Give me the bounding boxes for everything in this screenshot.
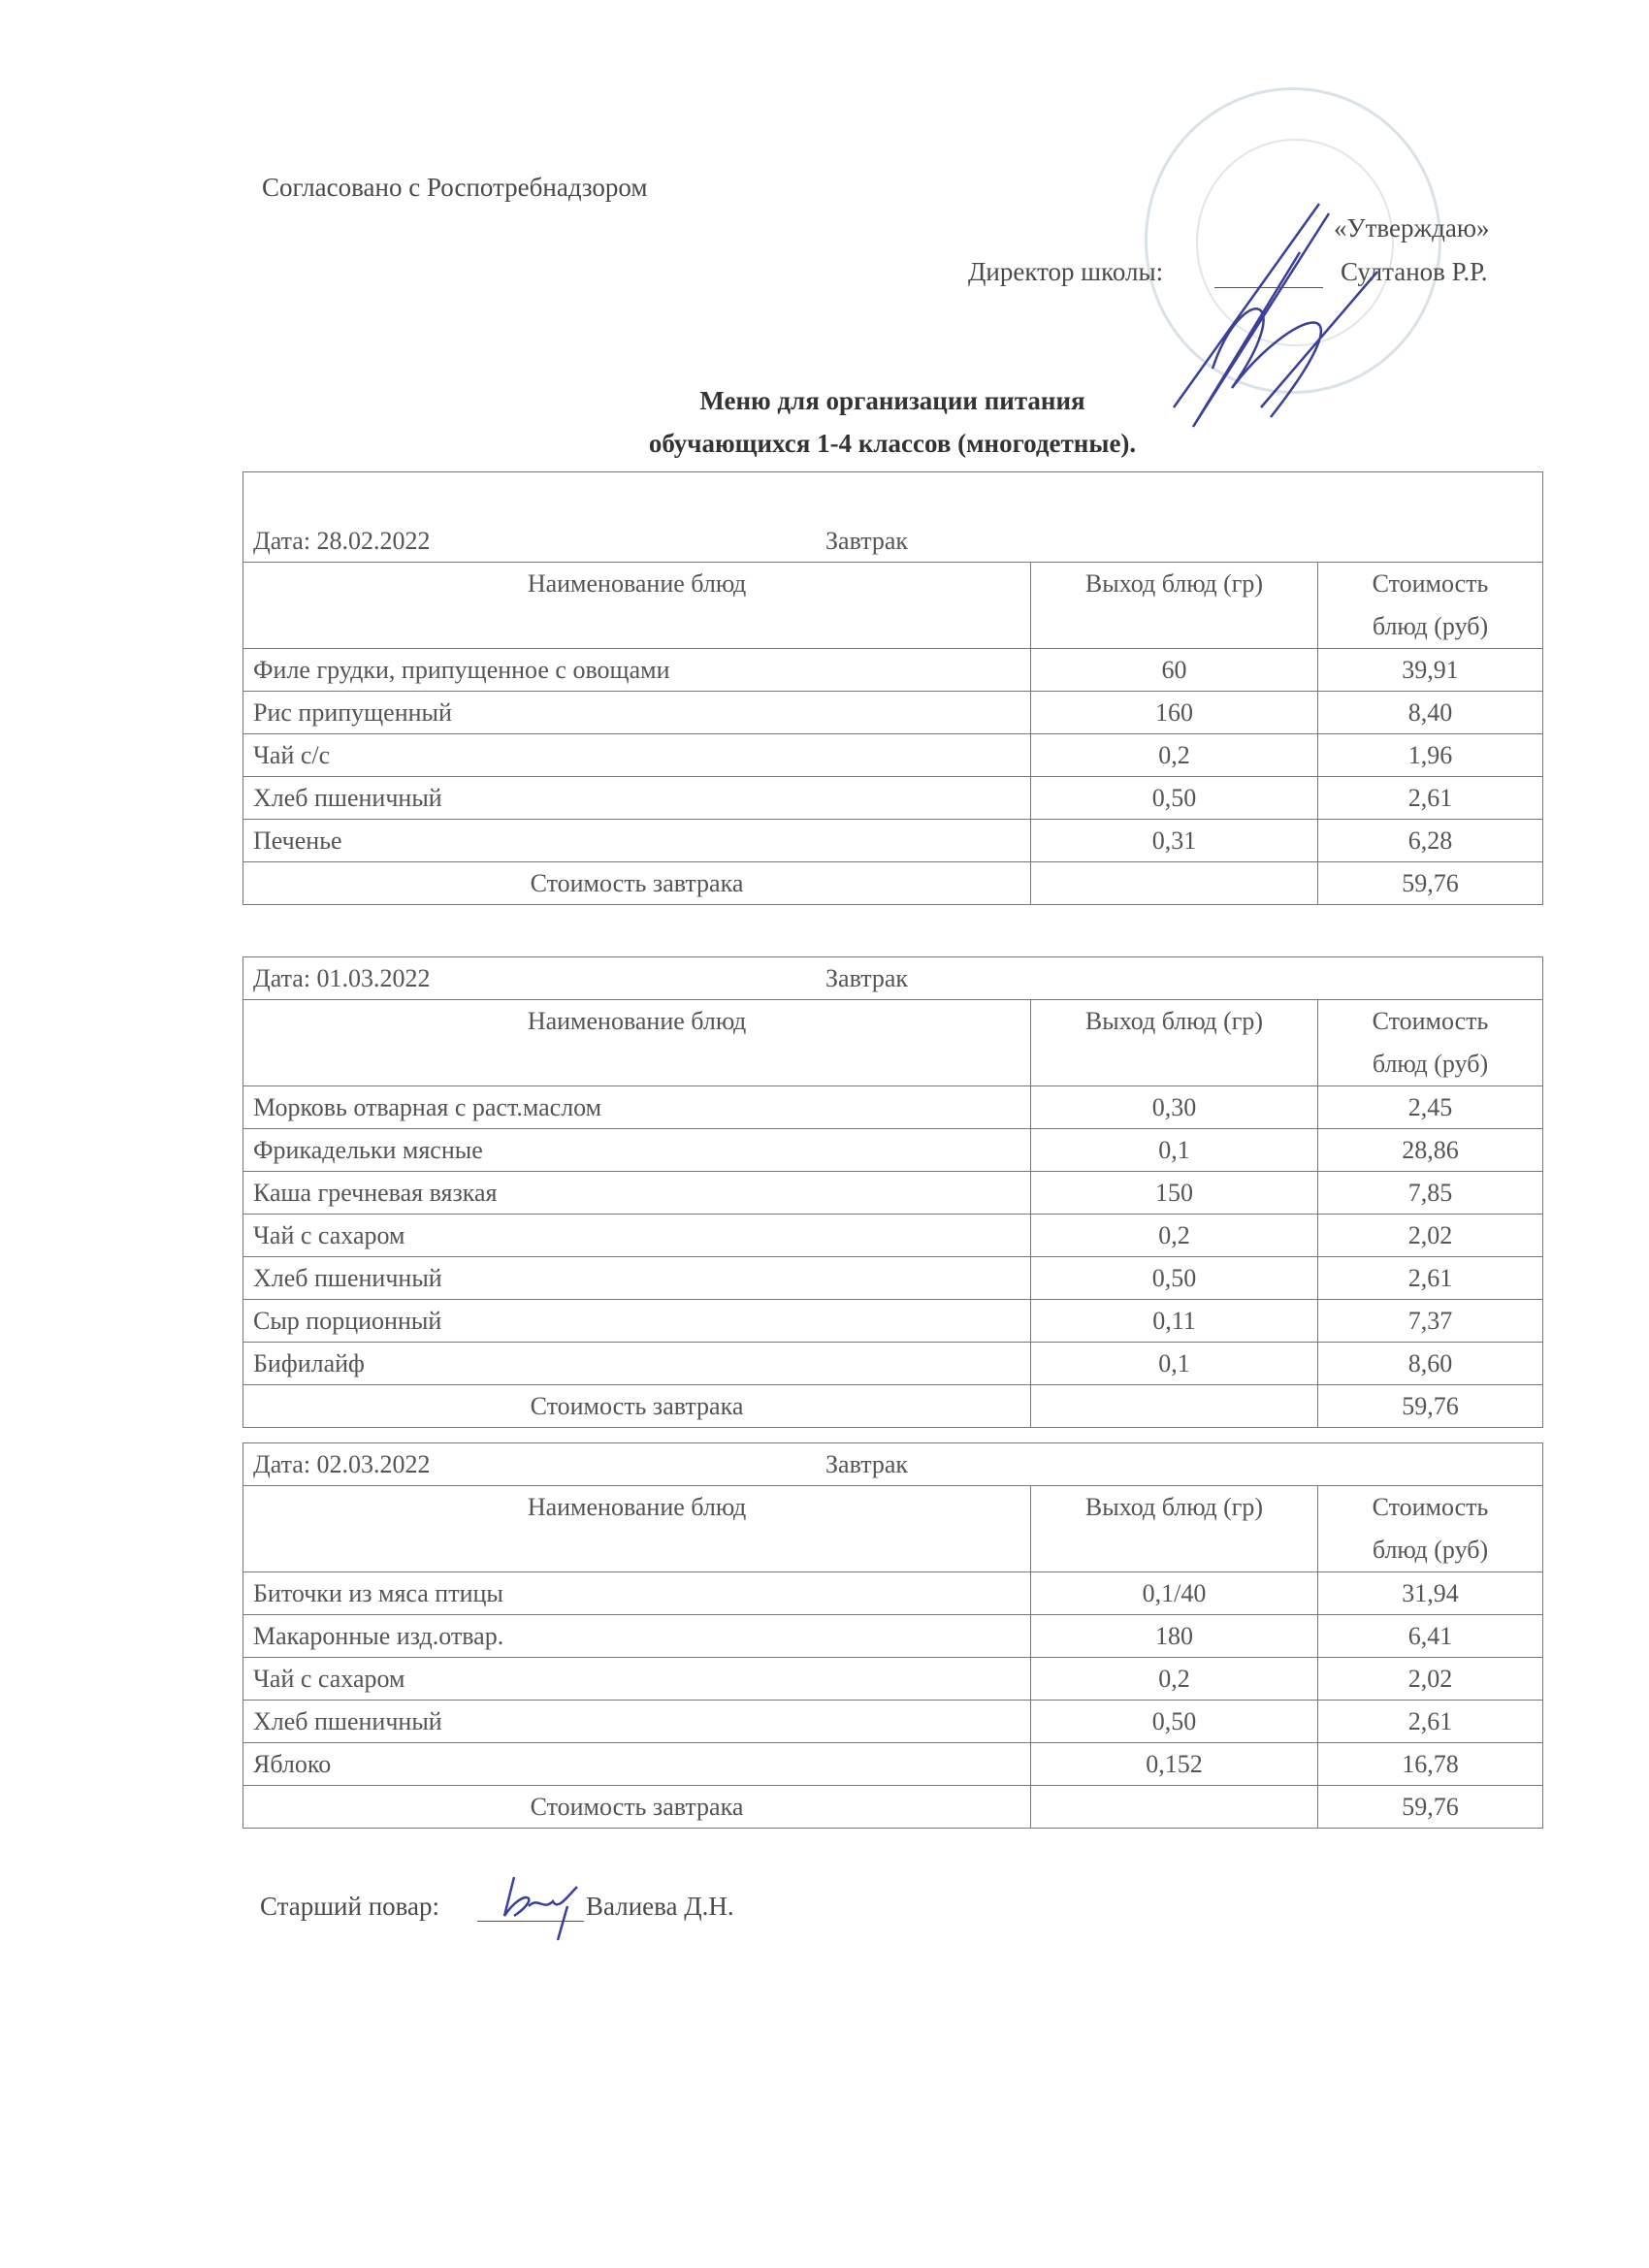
col-name-header: Наименование блюд: [243, 1000, 1031, 1086]
dish-yield: 0,152: [1031, 1743, 1318, 1786]
dish-name: Фрикадельки мясные: [243, 1129, 1031, 1172]
dish-cost: 7,37: [1318, 1300, 1543, 1343]
dish-name: Филе грудки, припущенное с овощами: [243, 649, 1031, 692]
col-cost-header: [1318, 1486, 1543, 1572]
title-line-1: Меню для организации питания: [699, 386, 1085, 415]
dish-cost: 16,78: [1318, 1743, 1543, 1786]
menu-table-1: [242, 471, 1543, 905]
dish-cost: 2,02: [1318, 1658, 1543, 1701]
cost-header-line2: блюд (руб): [1372, 1536, 1489, 1564]
date-row: [243, 1443, 1543, 1486]
date-row: [243, 472, 1543, 563]
table-row: [243, 1172, 1543, 1215]
dish-yield: 0,1: [1031, 1129, 1318, 1172]
col-name-header: Наименование блюд: [243, 563, 1031, 649]
table-row: [243, 1572, 1543, 1615]
cost-header-line2: блюд (руб): [1372, 612, 1489, 640]
dish-yield: 0,50: [1031, 1257, 1318, 1300]
dish-name: Хлеб пшеничный: [243, 1257, 1031, 1300]
meal-label: Завтрак: [825, 527, 909, 555]
col-yield-header: Выход блюд (гр): [1031, 1486, 1318, 1572]
dish-name: Хлеб пшеничный: [243, 777, 1031, 820]
total-empty: [1031, 862, 1318, 905]
dish-name: Макаронные изд.отвар.: [243, 1615, 1031, 1658]
title-line-2: обучающихся 1-4 классов (многодетные).: [648, 429, 1137, 458]
dish-cost: 31,94: [1318, 1572, 1543, 1615]
cook-name: Валиева Д.Н.: [586, 1892, 734, 1921]
col-name-header: Наименование блюд: [243, 1486, 1031, 1572]
col-yield-header: Выход блюд (гр): [1031, 1000, 1318, 1086]
dish-yield: 0,2: [1031, 1658, 1318, 1701]
table-row: [243, 1658, 1543, 1701]
dish-cost: 39,91: [1318, 649, 1543, 692]
table-row: [243, 777, 1543, 820]
total-row: [243, 862, 1543, 905]
table-row: [243, 734, 1543, 777]
dish-cost: 2,45: [1318, 1086, 1543, 1129]
dish-yield: 0,2: [1031, 1215, 1318, 1257]
table-row: [243, 1300, 1543, 1343]
table-row: [243, 1129, 1543, 1172]
total-label: Стоимость завтрака: [243, 1385, 1031, 1428]
total-label: Стоимость завтрака: [243, 1786, 1031, 1829]
table-row: [243, 1701, 1543, 1743]
dish-cost: 8,40: [1318, 692, 1543, 734]
dish-name: Биточки из мяса птицы: [243, 1572, 1031, 1615]
table-row: [243, 692, 1543, 734]
dish-yield: 0,1: [1031, 1343, 1318, 1385]
dish-cost: 1,96: [1318, 734, 1543, 777]
dish-name: Яблоко: [243, 1743, 1031, 1786]
table-row: [243, 649, 1543, 692]
agreed-text: Согласовано с Роспотребнадзором: [262, 173, 648, 202]
total-cost: 59,76: [1318, 862, 1543, 905]
date-label: Дата: 28.02.2022: [253, 527, 431, 555]
total-label: Стоимость завтрака: [243, 862, 1031, 905]
table-row: [243, 1257, 1543, 1300]
dish-yield: 0,30: [1031, 1086, 1318, 1129]
dish-name: Рис припущенный: [243, 692, 1031, 734]
table-row: [243, 1343, 1543, 1385]
header-row: [243, 563, 1543, 649]
dish-yield: 160: [1031, 692, 1318, 734]
dish-name: Чай с/с: [243, 734, 1031, 777]
director-name: Султанов Р.Р.: [1341, 257, 1488, 286]
dish-yield: 0,11: [1031, 1300, 1318, 1343]
cook-signature: [485, 1867, 592, 1945]
cost-header-line1: Стоимость: [1372, 569, 1489, 598]
total-row: [243, 1786, 1543, 1829]
table-row: [243, 1743, 1543, 1786]
dish-name: Бифилайф: [243, 1343, 1031, 1385]
dish-cost: 6,41: [1318, 1615, 1543, 1658]
director-label: Директор школы:: [968, 257, 1164, 286]
dish-name: Печенье: [243, 820, 1031, 862]
cost-header-line1: Стоимость: [1372, 1493, 1489, 1521]
dish-name: Каша гречневая вязкая: [243, 1172, 1031, 1215]
dish-cost: 2,61: [1318, 777, 1543, 820]
dish-yield: 0,2: [1031, 734, 1318, 777]
total-cost: 59,76: [1318, 1385, 1543, 1428]
dish-yield: 0,50: [1031, 1701, 1318, 1743]
date-row: [243, 957, 1543, 1000]
total-empty: [1031, 1385, 1318, 1428]
dish-cost: 2,02: [1318, 1215, 1543, 1257]
dish-cost: 6,28: [1318, 820, 1543, 862]
dish-yield: 150: [1031, 1172, 1318, 1215]
dish-yield: 0,31: [1031, 820, 1318, 862]
meal-label: Завтрак: [825, 964, 909, 992]
col-yield-header: Выход блюд (гр): [1031, 563, 1318, 649]
dish-name: Морковь отварная с раст.маслом: [243, 1086, 1031, 1129]
dish-cost: 8,60: [1318, 1343, 1543, 1385]
cost-header-line2: блюд (руб): [1372, 1050, 1489, 1078]
dish-name: Сыр порционный: [243, 1300, 1031, 1343]
dish-yield: 60: [1031, 649, 1318, 692]
meal-label: Завтрак: [825, 1450, 909, 1478]
dish-name: Хлеб пшеничный: [243, 1701, 1031, 1743]
table-row: [243, 1086, 1543, 1129]
col-cost-header: [1318, 563, 1543, 649]
dish-name: Чай с сахаром: [243, 1658, 1031, 1701]
cost-header-line1: Стоимость: [1372, 1007, 1489, 1035]
menu-table-2: [242, 956, 1543, 1428]
dish-yield: 0,50: [1031, 777, 1318, 820]
table-row: [243, 1215, 1543, 1257]
total-cost: 59,76: [1318, 1786, 1543, 1829]
table-row: [243, 820, 1543, 862]
dish-yield: 0,1/40: [1031, 1572, 1318, 1615]
cook-label: Старший повар:: [260, 1892, 440, 1921]
col-cost-header: [1318, 1000, 1543, 1086]
total-row: [243, 1385, 1543, 1428]
header-row: [243, 1000, 1543, 1086]
date-label: Дата: 01.03.2022: [253, 964, 431, 992]
dish-cost: 7,85: [1318, 1172, 1543, 1215]
dish-cost: 2,61: [1318, 1701, 1543, 1743]
approve-text: «Утверждаю»: [1334, 213, 1490, 243]
dish-name: Чай с сахаром: [243, 1215, 1031, 1257]
date-label: Дата: 02.03.2022: [253, 1450, 431, 1478]
total-empty: [1031, 1786, 1318, 1829]
menu-table-3: [242, 1442, 1543, 1829]
header-row: [243, 1486, 1543, 1572]
dish-cost: 28,86: [1318, 1129, 1543, 1172]
table-row: [243, 1615, 1543, 1658]
dish-cost: 2,61: [1318, 1257, 1543, 1300]
dish-yield: 180: [1031, 1615, 1318, 1658]
